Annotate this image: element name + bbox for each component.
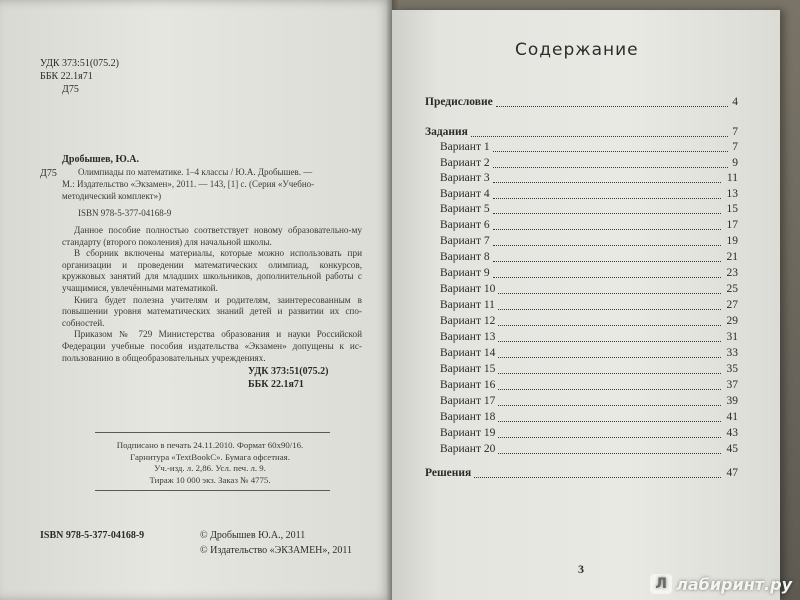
annotation-paragraph: В сборник включены материалы, которые можно использовать при организации и проведении математических олимпиад, конкурсов, кружковых занятий для младших школьников, дополнительной работы с учащимися, увлечёнными математикой. (62, 248, 362, 293)
bbk-top: ББК 22.1я71 (40, 71, 93, 82)
toc-leader-dots (493, 250, 721, 262)
toc-leader-dots (498, 298, 721, 310)
toc-leader-dots (498, 394, 721, 406)
toc-entry-label: Вариант 18 (440, 411, 496, 423)
divider-rule (95, 490, 330, 491)
toc-leader-dots (498, 362, 721, 374)
toc-entry-label: Вариант 1 (440, 141, 490, 153)
toc-entry-label: Вариант 10 (440, 283, 496, 295)
toc-entry-page: 11 (726, 172, 738, 184)
toc-entry-page: 7 (732, 141, 738, 153)
toc-leader-dots (493, 140, 728, 152)
toc-entry-page: 31 (726, 331, 738, 343)
toc-title: Содержание (515, 40, 639, 60)
toc-entry-page: 21 (726, 251, 738, 263)
toc-entry (0, 426, 800, 441)
isbn-bottom: ISBN 978-5-377-04168-9 (40, 530, 145, 541)
toc-entry-label: Решения (425, 467, 472, 479)
imprint-line: Гарнитура «TextBookC». Бумага офсетная. (130, 451, 290, 462)
toc-entry (0, 442, 800, 457)
imprint-line: Подписано в печать 24.11.2010. Формат 60х90/16. (116, 440, 304, 450)
bbk-bottom: ББК 22.1я71 (248, 379, 304, 390)
toc-entry-label: Вариант 14 (440, 347, 496, 359)
toc-entry (0, 466, 800, 481)
toc-entry-page: 17 (726, 219, 738, 231)
toc-entry-label: Вариант 15 (440, 363, 496, 375)
toc-entry-label: Вариант 17 (440, 395, 496, 407)
toc-leader-dots (474, 466, 721, 478)
toc-entry (0, 266, 800, 281)
udk-top: УДК 373:51(075.2) (40, 58, 119, 69)
toc-entry-label: Вариант 3 (440, 172, 490, 184)
toc-entry (0, 234, 800, 249)
toc-entry (0, 156, 800, 171)
toc-entry-label: Задания (425, 126, 468, 138)
toc-entry (0, 410, 800, 425)
toc-entry (0, 202, 800, 217)
page-number: 3 (578, 562, 584, 576)
toc-leader-dots (471, 125, 728, 137)
toc-entry (0, 187, 800, 202)
toc-entry-page: 29 (726, 315, 738, 327)
toc-entry (0, 95, 800, 110)
toc-entry-label: Вариант 8 (440, 251, 490, 263)
toc-leader-dots (498, 282, 721, 294)
toc-leader-dots (493, 187, 721, 199)
imprint-line: Тираж 10 000 экз. Заказ № 4775. (149, 474, 271, 485)
toc-entry-label: Вариант 6 (440, 219, 490, 231)
toc-entry (0, 330, 800, 345)
copyright-line: © Издательство «ЭКЗАМЕН», 2011 (200, 545, 353, 556)
toc-entry-page: 43 (726, 427, 738, 439)
toc-entry-page: 45 (726, 443, 738, 455)
toc-entry (0, 125, 800, 140)
toc-leader-dots (498, 330, 721, 342)
toc-leader-dots (496, 95, 728, 107)
toc-entry-label: Вариант 19 (440, 427, 496, 439)
toc-leader-dots (493, 171, 721, 183)
toc-entry (0, 171, 800, 186)
toc-leader-dots (498, 426, 721, 438)
toc-entry-label: Вариант 9 (440, 267, 490, 279)
biblio-line-2: М.: Издательство «Экзамен», 2011. — 143, [1] с. (Серия «Учебно- (62, 179, 315, 189)
toc-entry-label: Вариант 2 (440, 157, 490, 169)
toc-entry (0, 378, 800, 393)
toc-entry (0, 140, 800, 155)
toc-leader-dots (493, 266, 721, 278)
toc-leader-dots (498, 346, 721, 358)
toc-entry (0, 394, 800, 409)
imprint-line: Уч.-изд. л. 2,86. Усл. печ. л. 9. (154, 463, 266, 474)
toc-entry-page: 35 (726, 363, 738, 375)
toc-leader-dots (493, 218, 721, 230)
toc-entry-label: Вариант 4 (440, 188, 490, 200)
toc-entry (0, 250, 800, 265)
toc-entry-page: 37 (726, 379, 738, 391)
toc-leader-dots (498, 442, 721, 454)
toc-entry (0, 314, 800, 329)
toc-leader-dots (493, 234, 721, 246)
toc-entry-label: Вариант 20 (440, 443, 496, 455)
toc-entry-page: 47 (726, 467, 738, 479)
toc-entry-label: Вариант 11 (440, 299, 495, 311)
code-top: Д75 (62, 84, 79, 95)
toc-entry-label: Вариант 5 (440, 203, 490, 215)
toc-entry-page: 23 (726, 267, 738, 279)
toc-entry-page: 27 (726, 299, 738, 311)
toc-leader-dots (493, 156, 728, 168)
toc-entry-page: 25 (726, 283, 738, 295)
toc-entry (0, 282, 800, 297)
toc-entry-page: 9 (732, 157, 738, 169)
annotation-paragraph: Данное пособие полностью соответствует новому образовательно-му стандарту (второго поколения) для начальной школы. (62, 225, 362, 247)
watermark-text: лабиринт.ру (676, 574, 792, 594)
toc-entry-page: 33 (726, 347, 738, 359)
annotation-paragraph: Книга будет полезна учителям и родителям, заинтересованным в повышении уровня математических знаний детей и развитии их спо-собностей. (62, 294, 362, 328)
toc-entry (0, 362, 800, 377)
watermark (650, 574, 792, 594)
code-side: Д75 (40, 168, 57, 179)
toc-entry-page: 39 (726, 395, 738, 407)
toc-entry (0, 298, 800, 313)
toc-leader-dots (498, 378, 721, 390)
toc-entry-label: Вариант 13 (440, 331, 496, 343)
labirint-logo-icon: Л (650, 574, 672, 594)
biblio-line-3: методический комплект») (62, 191, 162, 201)
toc-entry-label: Вариант 12 (440, 315, 496, 327)
toc-leader-dots (498, 410, 721, 422)
toc-entry-page: 13 (726, 188, 738, 200)
toc-leader-dots (498, 314, 721, 326)
copyright-line: © Дробышев Ю.А., 2011 (200, 530, 306, 541)
toc-entry-label: Предисловие (425, 96, 493, 108)
toc-entry-page: 19 (726, 235, 738, 247)
toc-entry-page: 4 (732, 96, 738, 108)
toc-entry-page: 7 (732, 126, 738, 138)
biblio-line-1: Олимпиады по математике. 1–4 классы / Ю.А. Дробышев. — (78, 167, 313, 177)
author: Дробышев, Ю.А. (62, 154, 140, 165)
annotation-paragraph: Приказом № 729 Министерства образования и науки Российской Федерации учебные пособия издательства «Экзамен» допущены к ис-пользованию в общеобразовательных учреждениях. (62, 329, 362, 363)
toc-entry (0, 218, 800, 233)
toc-leader-dots (493, 202, 721, 214)
toc-entry-label: Вариант 16 (440, 379, 496, 391)
isbn-line: ISBN 978-5-377-04168-9 (78, 208, 172, 218)
toc-entry-label: Вариант 7 (440, 235, 490, 247)
toc-entry-page: 15 (726, 203, 738, 215)
toc-entry-page: 41 (726, 411, 738, 423)
udk-bottom: УДК 373:51(075.2) (248, 366, 329, 377)
toc-entry (0, 346, 800, 361)
